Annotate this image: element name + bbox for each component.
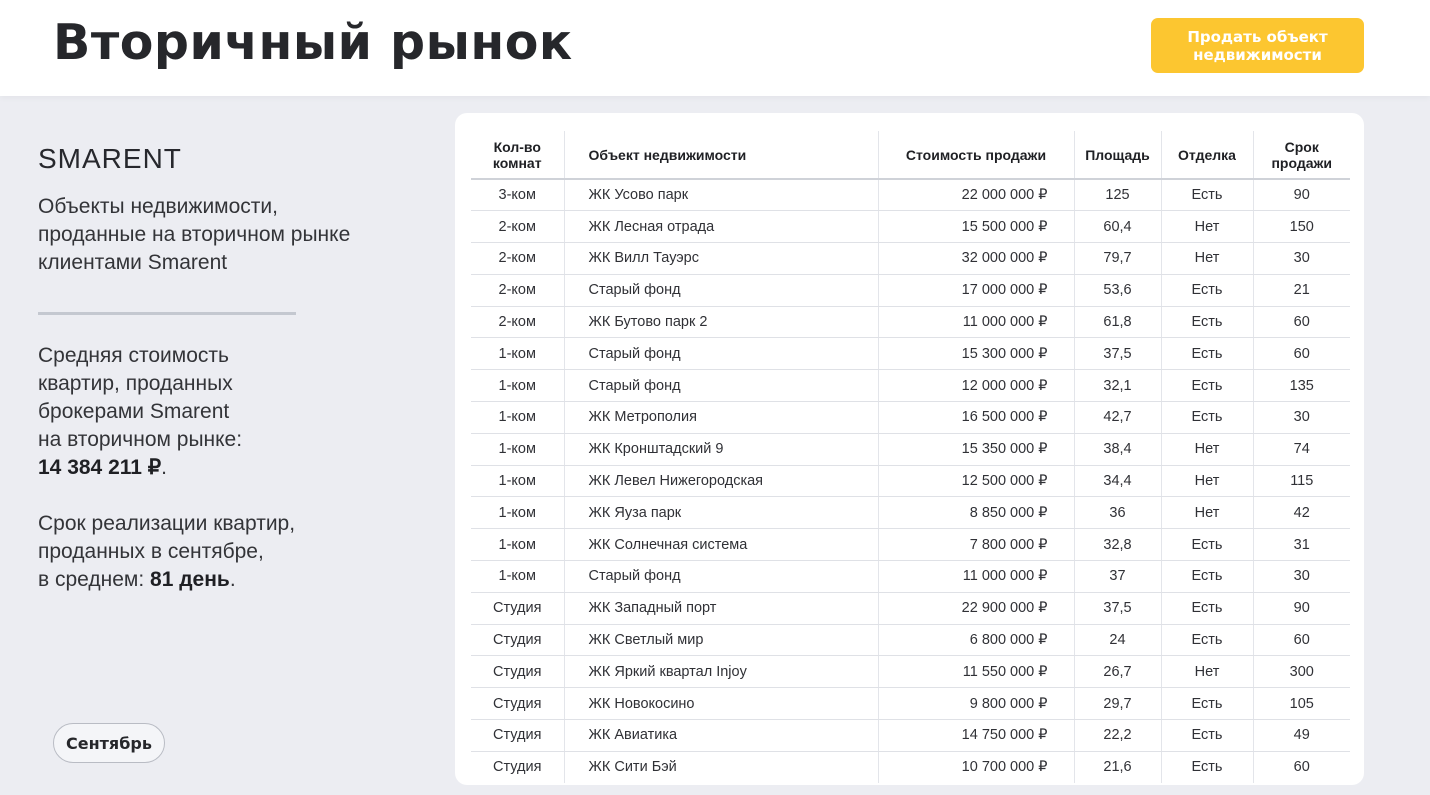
cell-price: 11 550 000 ₽	[878, 656, 1074, 688]
cell-price: 14 750 000 ₽	[878, 720, 1074, 752]
cell-area: 42,7	[1074, 402, 1161, 434]
cell-area: 26,7	[1074, 656, 1161, 688]
cell-rooms: 1-ком	[471, 338, 564, 370]
cell-finish: Есть	[1161, 592, 1253, 624]
cell-object: ЖК Яуза парк	[564, 497, 878, 529]
cell-price: 15 300 000 ₽	[878, 338, 1074, 370]
cell-rooms: Студия	[471, 688, 564, 720]
table-row	[471, 529, 1350, 561]
cell-term: 300	[1253, 656, 1350, 688]
cell-price: 12 500 000 ₽	[878, 465, 1074, 497]
table-row	[471, 561, 1350, 593]
table-body	[471, 179, 1350, 783]
cell-term: 60	[1253, 338, 1350, 370]
table-row	[471, 243, 1350, 275]
cell-finish: Есть	[1161, 338, 1253, 370]
cell-rooms: Студия	[471, 720, 564, 752]
cell-term: 135	[1253, 370, 1350, 402]
cell-area: 37,5	[1074, 592, 1161, 624]
brand-name: SMARENT	[38, 143, 182, 174]
cell-area: 37,5	[1074, 338, 1161, 370]
cell-finish: Есть	[1161, 751, 1253, 783]
sales-table-card	[455, 113, 1364, 785]
cell-finish: Есть	[1161, 688, 1253, 720]
cell-area: 38,4	[1074, 433, 1161, 465]
cell-price: 32 000 000 ₽	[878, 243, 1074, 275]
table-row	[471, 306, 1350, 338]
cell-finish: Есть	[1161, 624, 1253, 656]
cell-finish: Есть	[1161, 274, 1253, 306]
cell-area: 29,7	[1074, 688, 1161, 720]
column-header-area: Площадь	[1074, 131, 1161, 179]
table-row	[471, 592, 1350, 624]
cell-price: 17 000 000 ₽	[878, 274, 1074, 306]
average-term-value-line	[38, 566, 358, 594]
cell-term: 90	[1253, 592, 1350, 624]
page-header	[0, 0, 1430, 96]
sell-property-button[interactable]: Продать объект недвижимости	[1151, 18, 1364, 73]
cell-area: 36	[1074, 497, 1161, 529]
table-row	[471, 370, 1350, 402]
cell-price: 10 700 000 ₽	[878, 751, 1074, 783]
cell-object: ЖК Бутово парк 2	[564, 306, 878, 338]
average-price-value-line	[38, 454, 358, 482]
month-filter-chip[interactable]: Сентябрь	[53, 723, 165, 763]
cell-finish: Есть	[1161, 179, 1253, 211]
table-row	[471, 274, 1350, 306]
cell-term: 42	[1253, 497, 1350, 529]
cell-term: 90	[1253, 179, 1350, 211]
cell-object: ЖК Кронштадский 9	[564, 433, 878, 465]
cell-area: 37	[1074, 561, 1161, 593]
cell-term: 49	[1253, 720, 1350, 752]
cell-rooms: 1-ком	[471, 497, 564, 529]
cell-area: 21,6	[1074, 751, 1161, 783]
divider	[38, 312, 296, 315]
average-term-line: проданных в сентябре,	[38, 540, 264, 563]
cell-rooms: Студия	[471, 656, 564, 688]
cell-price: 11 000 000 ₽	[878, 306, 1074, 338]
cell-price: 8 850 000 ₽	[878, 497, 1074, 529]
cell-term: 60	[1253, 624, 1350, 656]
cell-object: ЖК Левел Нижегородская	[564, 465, 878, 497]
cell-object: ЖК Вилл Тауэрс	[564, 243, 878, 275]
cell-area: 24	[1074, 624, 1161, 656]
cell-term: 60	[1253, 751, 1350, 783]
cell-term: 74	[1253, 433, 1350, 465]
average-price-line: брокерами Smarent	[38, 400, 230, 423]
cell-price: 9 800 000 ₽	[878, 688, 1074, 720]
cell-rooms: 1-ком	[471, 370, 564, 402]
table-row	[471, 211, 1350, 243]
cell-price: 15 350 000 ₽	[878, 433, 1074, 465]
cell-finish: Нет	[1161, 465, 1253, 497]
cell-term: 60	[1253, 306, 1350, 338]
cell-object: ЖК Светлый мир	[564, 624, 878, 656]
cell-rooms: 1-ком	[471, 433, 564, 465]
cell-area: 79,7	[1074, 243, 1161, 275]
average-term-suffix: .	[229, 568, 236, 591]
cell-rooms: 1-ком	[471, 529, 564, 561]
cell-object: ЖК Сити Бэй	[564, 751, 878, 783]
table-row	[471, 402, 1350, 434]
cell-term: 30	[1253, 243, 1350, 275]
average-price-line: квартир, проданных	[38, 372, 233, 395]
cell-rooms: Студия	[471, 624, 564, 656]
cell-area: 32,1	[1074, 370, 1161, 402]
cell-rooms: Студия	[471, 592, 564, 624]
sales-table	[471, 131, 1350, 783]
cell-area: 53,6	[1074, 274, 1161, 306]
cell-price: 6 800 000 ₽	[878, 624, 1074, 656]
cell-price: 22 000 000 ₽	[878, 179, 1074, 211]
cell-rooms: 1-ком	[471, 402, 564, 434]
cell-object: ЖК Лесная отрада	[564, 211, 878, 243]
cell-finish: Есть	[1161, 561, 1253, 593]
cell-finish: Есть	[1161, 720, 1253, 752]
column-header-price: Стоимость продажи	[878, 131, 1074, 179]
table-row	[471, 497, 1350, 529]
column-header-term: Срок продажи	[1253, 131, 1350, 179]
page-title: Вторичный рынок	[53, 14, 573, 71]
average-price-value: 14 384 211 ₽	[38, 456, 162, 479]
cell-object: ЖК Усово парк	[564, 179, 878, 211]
cell-area: 22,2	[1074, 720, 1161, 752]
average-price-stat	[38, 342, 358, 482]
cell-finish: Нет	[1161, 211, 1253, 243]
cell-finish: Нет	[1161, 243, 1253, 275]
cell-price: 16 500 000 ₽	[878, 402, 1074, 434]
cell-finish: Есть	[1161, 306, 1253, 338]
cell-term: 115	[1253, 465, 1350, 497]
average-price-line: на вторичном рынке:	[38, 428, 243, 451]
cell-term: 105	[1253, 688, 1350, 720]
cell-object: ЖК Солнечная система	[564, 529, 878, 561]
cell-rooms: Студия	[493, 759, 542, 776]
column-header-object: Объект недвижимости	[564, 131, 878, 179]
cell-finish: Нет	[1161, 656, 1253, 688]
cell-price: 7 800 000 ₽	[878, 529, 1074, 561]
cell-price: 15 500 000 ₽	[878, 211, 1074, 243]
cell-object: ЖК Метрополия	[564, 402, 878, 434]
average-term-prefix: в среднем:	[38, 568, 151, 591]
cell-rooms: 1-ком	[471, 465, 564, 497]
average-price-line: Средняя стоимость	[38, 344, 229, 367]
table-row	[471, 179, 1350, 211]
cell-rooms: 2-ком	[471, 274, 564, 306]
table-row	[471, 338, 1350, 370]
average-term-line: Срок реализации квартир,	[38, 512, 296, 535]
cell-object: Старый фонд	[564, 274, 878, 306]
cell-area: 34,4	[1074, 465, 1161, 497]
cell-area: 60,4	[1074, 211, 1161, 243]
cell-finish: Нет	[1161, 433, 1253, 465]
average-term-value: 81 день	[150, 568, 230, 591]
cell-price: 12 000 000 ₽	[878, 370, 1074, 402]
average-term-stat	[38, 510, 358, 594]
cell-rooms: 2-ком	[471, 211, 564, 243]
cell-object: ЖК Новокосино	[564, 688, 878, 720]
cell-area: 61,8	[1074, 306, 1161, 338]
cell-term: 31	[1253, 529, 1350, 561]
cell-rooms: 2-ком	[471, 243, 564, 275]
cell-object: Старый фонд	[564, 370, 878, 402]
cell-object: Старый фонд	[564, 561, 878, 593]
cell-object: ЖК Яркий квартал Injoy	[564, 656, 878, 688]
table-row	[471, 720, 1350, 752]
table-row	[471, 688, 1350, 720]
cell-object: ЖК Западный порт	[564, 592, 878, 624]
table-row	[471, 751, 1350, 783]
cell-area: 125	[1074, 179, 1161, 211]
cell-area: 32,8	[1074, 529, 1161, 561]
cell-rooms: 2-ком	[471, 306, 564, 338]
cell-price: 11 000 000 ₽	[878, 561, 1074, 593]
table-row	[471, 624, 1350, 656]
cell-finish: Есть	[1161, 529, 1253, 561]
cell-term: 30	[1253, 402, 1350, 434]
table-row	[471, 433, 1350, 465]
cell-price: 22 900 000 ₽	[878, 592, 1074, 624]
cell-rooms: 3-ком	[471, 179, 564, 211]
cell-term: 21	[1253, 274, 1350, 306]
cell-object: ЖК Авиатика	[564, 720, 878, 752]
cell-term: 150	[1253, 211, 1350, 243]
average-price-suffix: .	[161, 456, 167, 479]
cell-finish: Есть	[1161, 402, 1253, 434]
cell-finish: Есть	[1161, 370, 1253, 402]
column-header-rooms: Кол-во комнат	[471, 131, 564, 179]
cell-rooms: 1-ком	[471, 561, 564, 593]
column-header-finish: Отделка	[1161, 131, 1253, 179]
table-header-row	[471, 131, 1350, 179]
lead-text: Объекты недвижимости, проданные на вторичном рынке клиентами Smarent	[38, 195, 351, 274]
table-row	[471, 465, 1350, 497]
cell-object: Старый фонд	[564, 338, 878, 370]
table-row	[471, 656, 1350, 688]
cell-finish: Нет	[1161, 497, 1253, 529]
cell-term: 30	[1253, 561, 1350, 593]
